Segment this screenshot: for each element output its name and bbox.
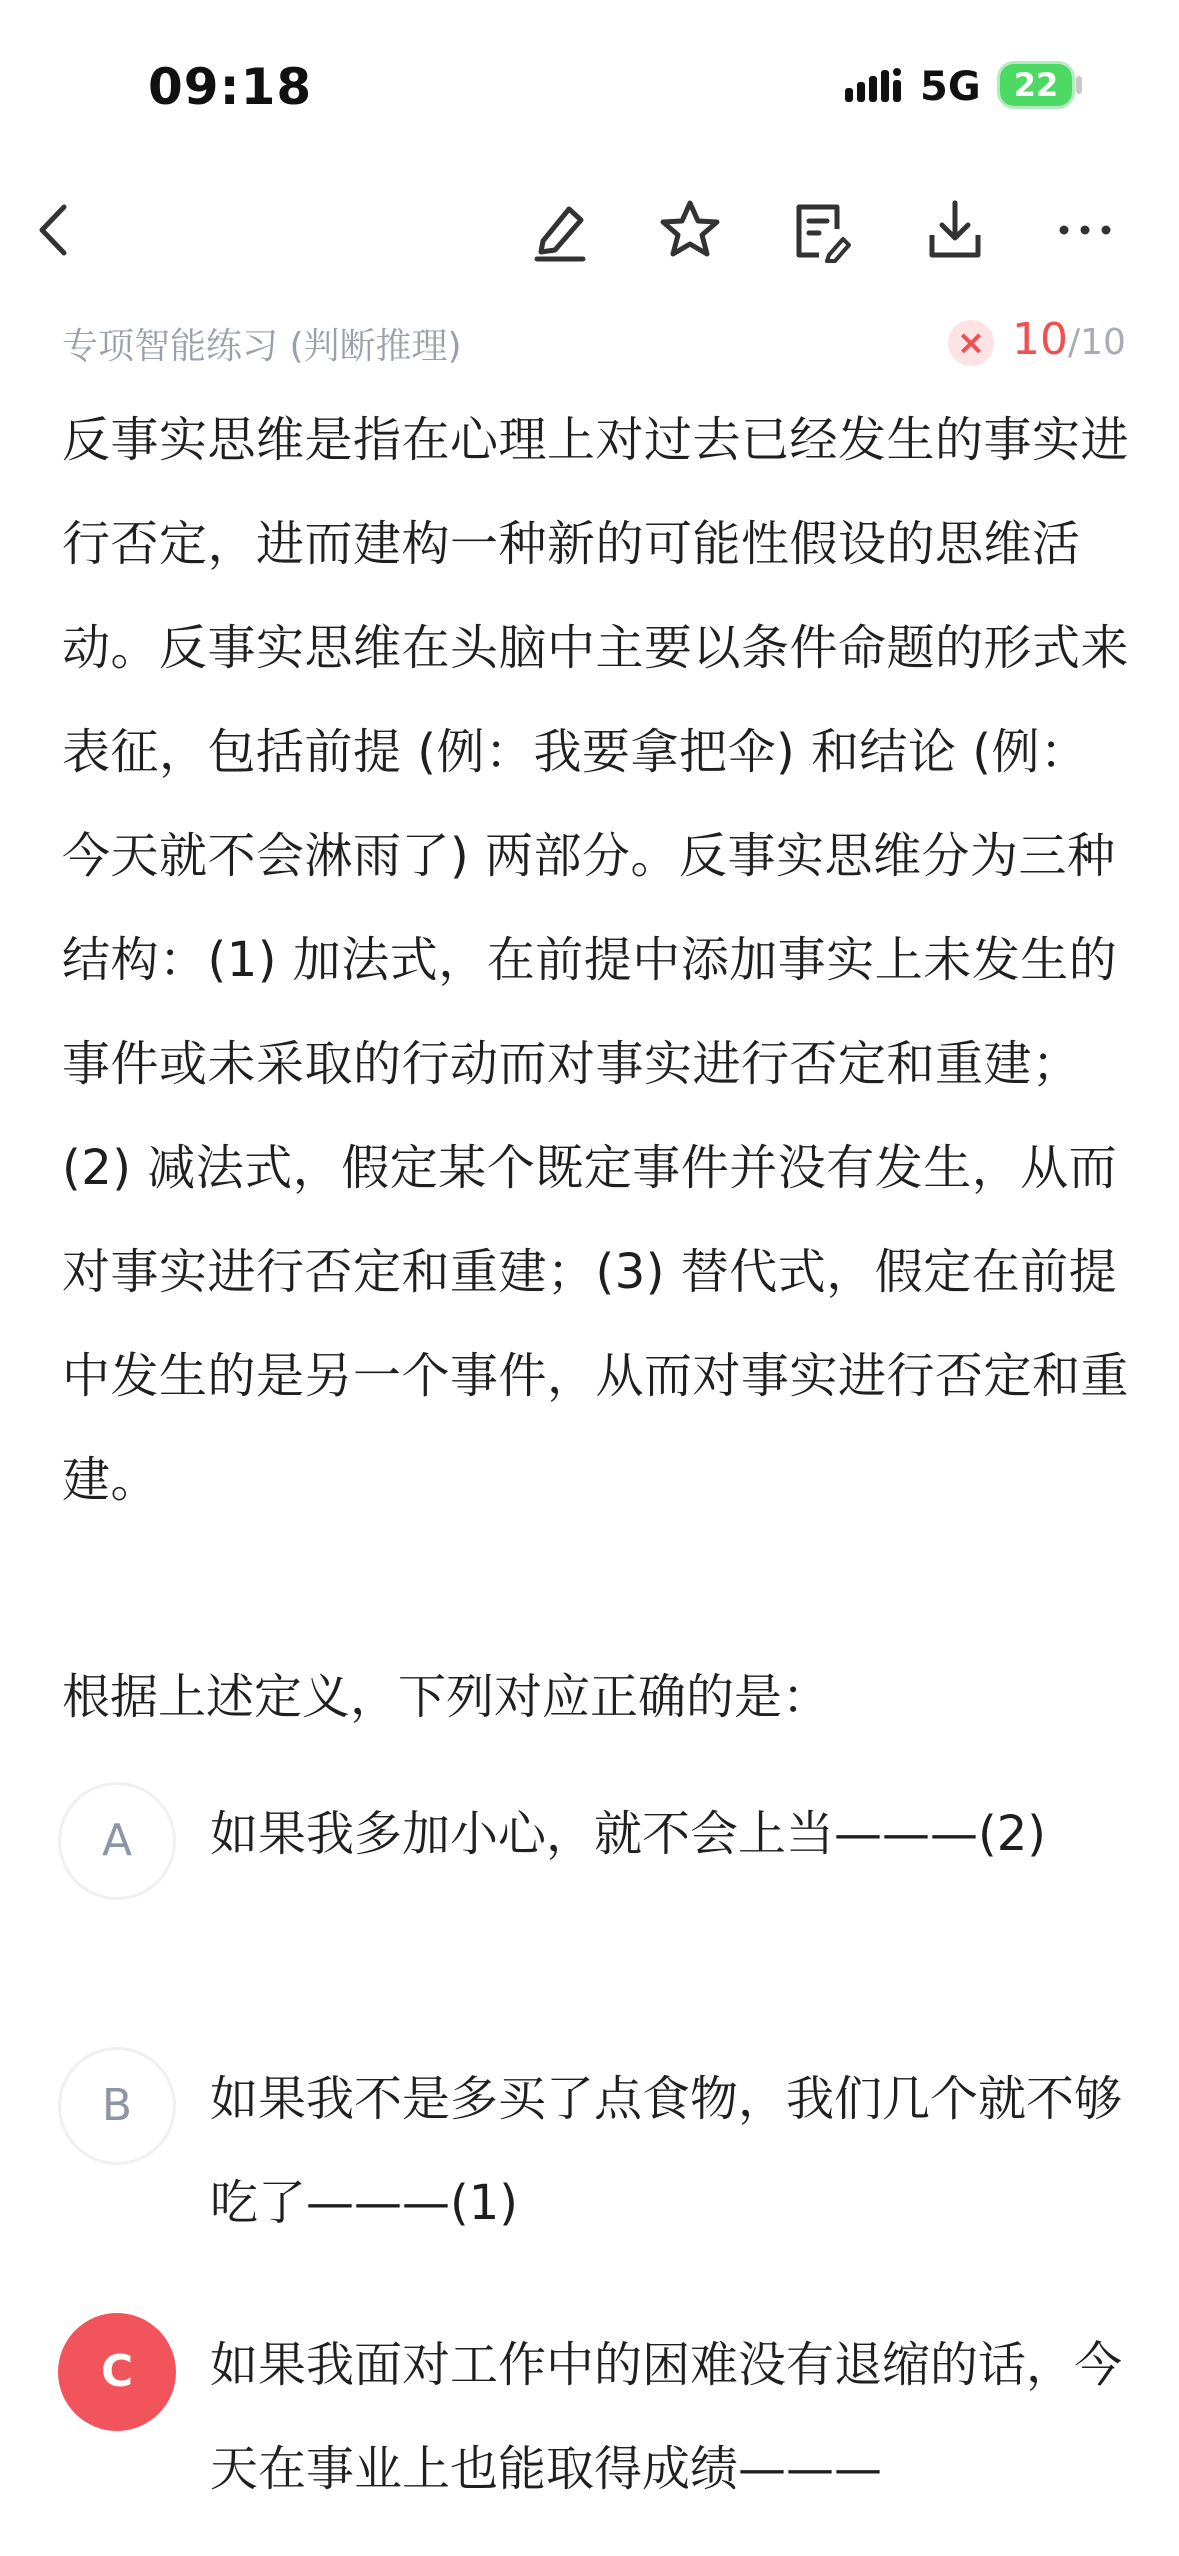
option-letter-selected-wrong: C [58, 2313, 176, 2431]
total-question-count: /10 [1068, 322, 1126, 363]
current-question-number: 10 [1012, 314, 1068, 365]
question-counter [1012, 314, 1126, 365]
option-text: 如果我多加小心，就不会上当———(2) [210, 1806, 1046, 1862]
network-type: 5G [920, 64, 981, 110]
more-icon[interactable] [1050, 195, 1120, 265]
edit-icon[interactable] [525, 195, 595, 265]
download-icon[interactable] [920, 195, 990, 265]
note-icon[interactable] [785, 195, 855, 265]
status-bar [0, 0, 1179, 170]
star-icon[interactable] [655, 195, 725, 265]
question-prompt: 根据上述定义，下列对应正确的是： [62, 1669, 831, 1725]
option-letter: A [58, 1782, 176, 1900]
battery-icon: 22 [1000, 64, 1072, 106]
back-icon[interactable] [20, 195, 90, 265]
question-stem: 反事实思维是指在心理上对过去已经发生的事实进行否定，进而建构一种新的可能性假设的思维活动。反事实思维在头脑中主要以条件命题的形式来表征，包括前提 (例：我要拿把伞) 和结论 (例：今天就不会淋雨了) 两部分。反事实思维分为三种结构：(1) 加法式，在前提中添加事实上未发生的事件或未采取的行动而对事实进行否定和重建；(2) 减法式，假定某个既定事件并没有发生，从而对事实进行否定和重建；(3) 替代式，假定在前提中发生的是另一个事件，从而对事实进行否定和重建。 [62, 412, 1130, 1508]
wrong-icon: × [948, 320, 994, 366]
signal-icon [845, 66, 905, 106]
option-text: 如果我不是多买了点食物，我们几个就不够吃了———(1) [210, 2071, 1123, 2231]
option-text: 如果我面对工作中的困难没有退缩的话，今天在事业上也能取得成绩——— [210, 2337, 1123, 2497]
status-time: 09:18 [148, 58, 313, 116]
option-letter: B [58, 2047, 176, 2165]
practice-title: 专项智能练习 (判断推理) [62, 326, 462, 367]
battery-cap [1076, 76, 1082, 94]
